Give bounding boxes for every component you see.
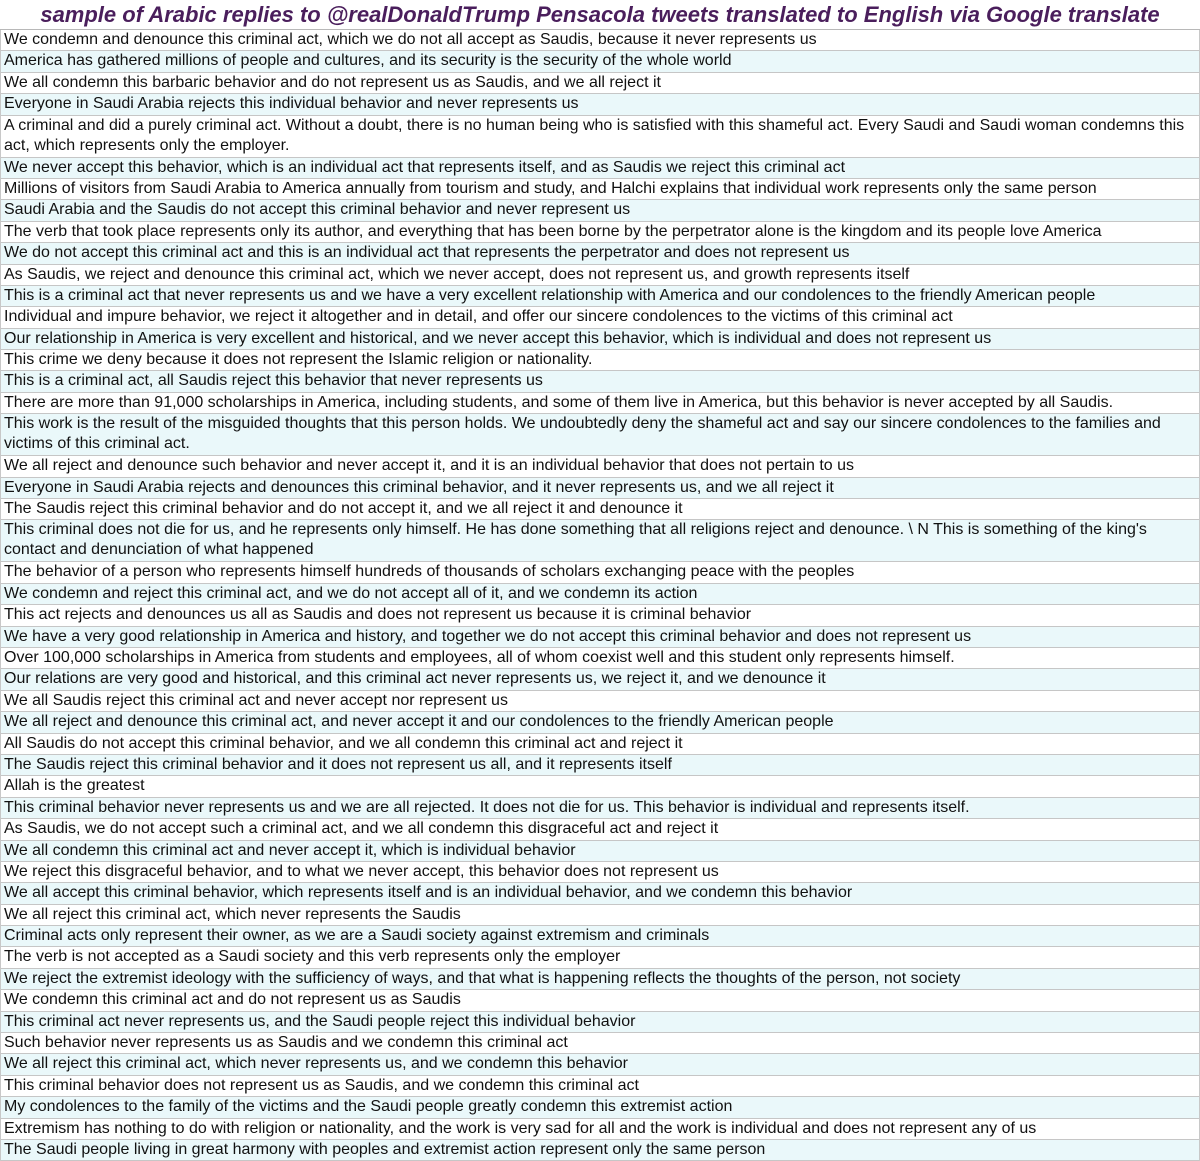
reply-row: Criminal acts only represent their owner, as we are a Saudi society against extremism and criminals xyxy=(1,926,1199,947)
reply-row: The verb that took place represents only its author, and everything that has been borne by the perpetrator alone is the kingdom and its people love America xyxy=(1,222,1199,243)
reply-row: The Saudis reject this criminal behavior and it does not represent us all, and it represents itself xyxy=(1,755,1199,776)
reply-row: This criminal does not die for us, and he represents only himself. He has done something that all religions reject and denounce. \ N This is something of the king's contact and denunciation of what happened xyxy=(1,520,1199,562)
reply-row: Extremism has nothing to do with religion or nationality, and the work is very sad for all and the work is individual and does not represent any of us xyxy=(1,1119,1199,1140)
reply-row: This is a criminal act, all Saudis reject this behavior that never represents us xyxy=(1,371,1199,392)
reply-row: We reject this disgraceful behavior, and to what we never accept, this behavior does not represent us xyxy=(1,862,1199,883)
reply-row: We condemn and reject this criminal act, and we do not accept all of it, and we condemn its action xyxy=(1,584,1199,605)
reply-row: As Saudis, we reject and denounce this criminal act, which we never accept, does not represent us, and growth represents itself xyxy=(1,265,1199,286)
reply-row: We all Saudis reject this criminal act and never accept nor represent us xyxy=(1,691,1199,712)
reply-row: Our relations are very good and historical, and this criminal act never represents us, we reject it, and we denounce it xyxy=(1,669,1199,690)
reply-row: The Saudis reject this criminal behavior and do not accept it, and we all reject it and denounce it xyxy=(1,499,1199,520)
reply-row: Our relationship in America is very excellent and historical, and we never accept this behavior, which is individual and does not represent us xyxy=(1,329,1199,350)
reply-row: All Saudis do not accept this criminal behavior, and we all condemn this criminal act and reject it xyxy=(1,734,1199,755)
reply-row: The behavior of a person who represents himself hundreds of thousands of scholars exchanging peace with the peoples xyxy=(1,562,1199,583)
reply-row: This criminal act never represents us, and the Saudi people reject this individual behavior xyxy=(1,1012,1199,1033)
reply-row: This criminal behavior does not represent us as Saudis, and we condemn this criminal act xyxy=(1,1076,1199,1097)
reply-row: As Saudis, we do not accept such a criminal act, and we all condemn this disgraceful act and reject it xyxy=(1,819,1199,840)
reply-row: We condemn and denounce this criminal act, which we do not all accept as Saudis, because it never represents us xyxy=(1,30,1199,51)
reply-row: This act rejects and denounces us all as Saudis and does not represent us because it is criminal behavior xyxy=(1,605,1199,626)
reply-row: Over 100,000 scholarships in America from students and employees, all of whom coexist well and this student only represents himself. xyxy=(1,648,1199,669)
reply-row: This is a criminal act that never represents us and we have a very excellent relationship with America and our condolences to the friendly American people xyxy=(1,286,1199,307)
reply-row: This crime we deny because it does not represent the Islamic religion or nationality. xyxy=(1,350,1199,371)
reply-row: The Saudi people living in great harmony with peoples and extremist action represent only the same person xyxy=(1,1140,1199,1161)
reply-row: The verb is not accepted as a Saudi society and this verb represents only the employer xyxy=(1,947,1199,968)
reply-row: Individual and impure behavior, we reject it altogether and in detail, and offer our sincere condolences to the victims of this criminal act xyxy=(1,307,1199,328)
reply-row: We never accept this behavior, which is an individual act that represents itself, and as Saudis we reject this criminal act xyxy=(1,158,1199,179)
reply-row: We all reject this criminal act, which never represents us, and we condemn this behavior xyxy=(1,1054,1199,1075)
reply-row: We reject the extremist ideology with the sufficiency of ways, and that what is happening reflects the thoughts of the person, not society xyxy=(1,969,1199,990)
reply-row: Millions of visitors from Saudi Arabia to America annually from tourism and study, and Halchi explains that individual work represents only the same person xyxy=(1,179,1199,200)
reply-row: We all reject and denounce such behavior and never accept it, and it is an individual behavior that does not pertain to us xyxy=(1,456,1199,477)
reply-row: America has gathered millions of people and cultures, and its security is the security of the whole world xyxy=(1,51,1199,72)
reply-row: We all reject and denounce this criminal act, and never accept it and our condolences to the friendly American people xyxy=(1,712,1199,733)
reply-row: We condemn this criminal act and do not represent us as Saudis xyxy=(1,990,1199,1011)
reply-row: Everyone in Saudi Arabia rejects and denounces this criminal behavior, and it never represents us, and we all reject it xyxy=(1,478,1199,499)
reply-row: Saudi Arabia and the Saudis do not accept this criminal behavior and never represent us xyxy=(1,200,1199,221)
reply-row: My condolences to the family of the victims and the Saudi people greatly condemn this extremist action xyxy=(1,1097,1199,1118)
reply-row: We all condemn this barbaric behavior and do not represent us as Saudis, and we all reject it xyxy=(1,73,1199,94)
reply-row: Such behavior never represents us as Saudis and we condemn this criminal act xyxy=(1,1033,1199,1054)
sheet-title: sample of Arabic replies to @realDonaldTrump Pensacola tweets translated to English via Google translate xyxy=(0,0,1200,30)
reply-row: Allah is the greatest xyxy=(1,776,1199,797)
reply-row: We all reject this criminal act, which never represents the Saudis xyxy=(1,905,1199,926)
reply-row: A criminal and did a purely criminal act. Without a doubt, there is no human being who is satisfied with this shameful act. Every Saudi and Saudi woman condemns this act, which represents only the employer. xyxy=(1,116,1199,158)
reply-row: We do not accept this criminal act and this is an individual act that represents the perpetrator and does not represent us xyxy=(1,243,1199,264)
reply-list xyxy=(0,30,1200,1161)
reply-row: We have a very good relationship in America and history, and together we do not accept this criminal behavior and does not represent us xyxy=(1,627,1199,648)
reply-row: We all condemn this criminal act and never accept it, which is individual behavior xyxy=(1,841,1199,862)
reply-row: Everyone in Saudi Arabia rejects this individual behavior and never represents us xyxy=(1,94,1199,115)
reply-row: There are more than 91,000 scholarships in America, including students, and some of them live in America, but this behavior is never accepted by all Saudis. xyxy=(1,393,1199,414)
reply-row: We all accept this criminal behavior, which represents itself and is an individual behavior, and we condemn this behavior xyxy=(1,883,1199,904)
reply-row: This criminal behavior never represents us and we are all rejected. It does not die for us. This behavior is individual and represents itself. xyxy=(1,798,1199,819)
reply-row: This work is the result of the misguided thoughts that this person holds. We undoubtedly deny the shameful act and say our sincere condolences to the families and victims of this criminal act. xyxy=(1,414,1199,456)
